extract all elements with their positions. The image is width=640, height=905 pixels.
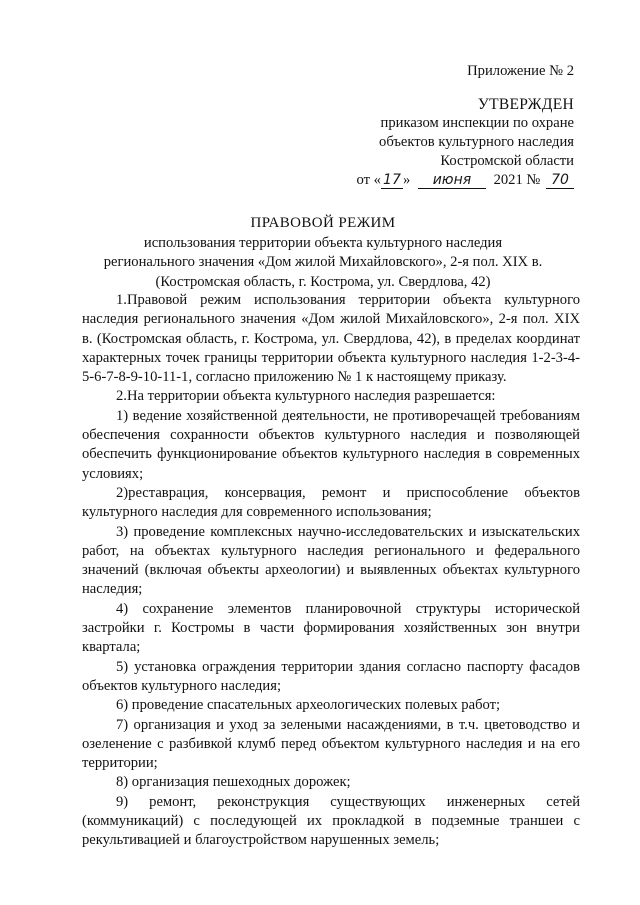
title-line-3: (Костромская область, г. Кострома, ул. Свердлова, 42) (155, 273, 491, 290)
appendix-text: Приложение № 2 (467, 63, 574, 79)
document-title (60, 214, 586, 292)
handwritten-month: июня (418, 173, 486, 189)
approval-line-1: приказом инспекции по охране (380, 115, 574, 131)
list-item-4: 4) сохранение элементов планировочной структуры исторической застройки г. Костромы в части формирования хозяйственных зон внутри квартала; (82, 600, 580, 656)
handwritten-day: 17 (381, 173, 403, 189)
date-year: 2021 № (493, 172, 541, 188)
title-main: ПРАВОВОЙ РЕЖИМ (250, 215, 396, 231)
approval-line-3: Костромской области (440, 153, 574, 169)
list-item-2: 2)реставрация, консервация, ремонт и приспособление объектов культурного наследия для современного использования; (82, 484, 580, 521)
list-item-8: 8) организация пешеходных дорожек; (116, 774, 351, 791)
date-prefix: от « (356, 172, 381, 188)
handwritten-order-number: 70 (546, 173, 574, 189)
list-item-3: 3) проведение комплексных научно-исследовательских и изыскательских работ, на объектах культурного наследия регионального и федерального значений (включая объекты археологии) и выявленных объектах культурного наследия; (82, 523, 580, 598)
approval-line-2: объектов культурного наследия (379, 134, 574, 150)
approval-block (357, 95, 574, 190)
approved-heading: УТВЕРЖДЕН (477, 96, 574, 113)
document-body (82, 291, 580, 851)
list-item-1: 1) ведение хозяйственной деятельности, не противоречащей требованиям обеспечения сохранности объектов культурного наследия и позволяющей обеспечить функционирование объектов культурного наследия в современных условиях; (82, 407, 580, 482)
appendix-label (467, 62, 574, 81)
list-item-9: 9) ремонт, реконструкция существующих инженерных сетей (коммуникаций) с последующей их прокладкой в подземные траншеи с рекультивацией и благоустройством нарушенных земель; (82, 793, 580, 849)
paragraph-1: 1.Правовой режим использования территории объекта культурного наследия регионального значения «Дом жилой Михайловского», 2-я пол. XIX в. (Костромская область, г. Кострома, ул. Свердлова, 42), в пределах координат характерных точек границы территории объекта культурного наследия 1-2-3-4-5-6-7-8-9-10-11-1, согласно приложению № 1 к настоящему приказу. (82, 292, 580, 386)
list-item-7: 7) организация и уход за зелеными насаждениями, в т.ч. цветоводство и озеленение с разбивкой клумб перед объектом культурного наследия и на его территории; (82, 716, 580, 772)
paragraph-2: 2.На территории объекта культурного наследия разрешается: (116, 388, 496, 405)
list-item-5: 5) установка ограждения территории здания согласно паспорту фасадов объектов культурного наследия; (82, 658, 580, 694)
title-line-2: регионального значения «Дом жилой Михайловского», 2-я пол. XIX в. (103, 254, 543, 270)
date-mid: » (402, 172, 411, 188)
title-line-1: использования территории объекта культурного наследия (143, 234, 503, 251)
list-item-6: 6) проведение спасательных археологических полевых работ; (116, 697, 501, 714)
order-date-line (357, 171, 574, 190)
